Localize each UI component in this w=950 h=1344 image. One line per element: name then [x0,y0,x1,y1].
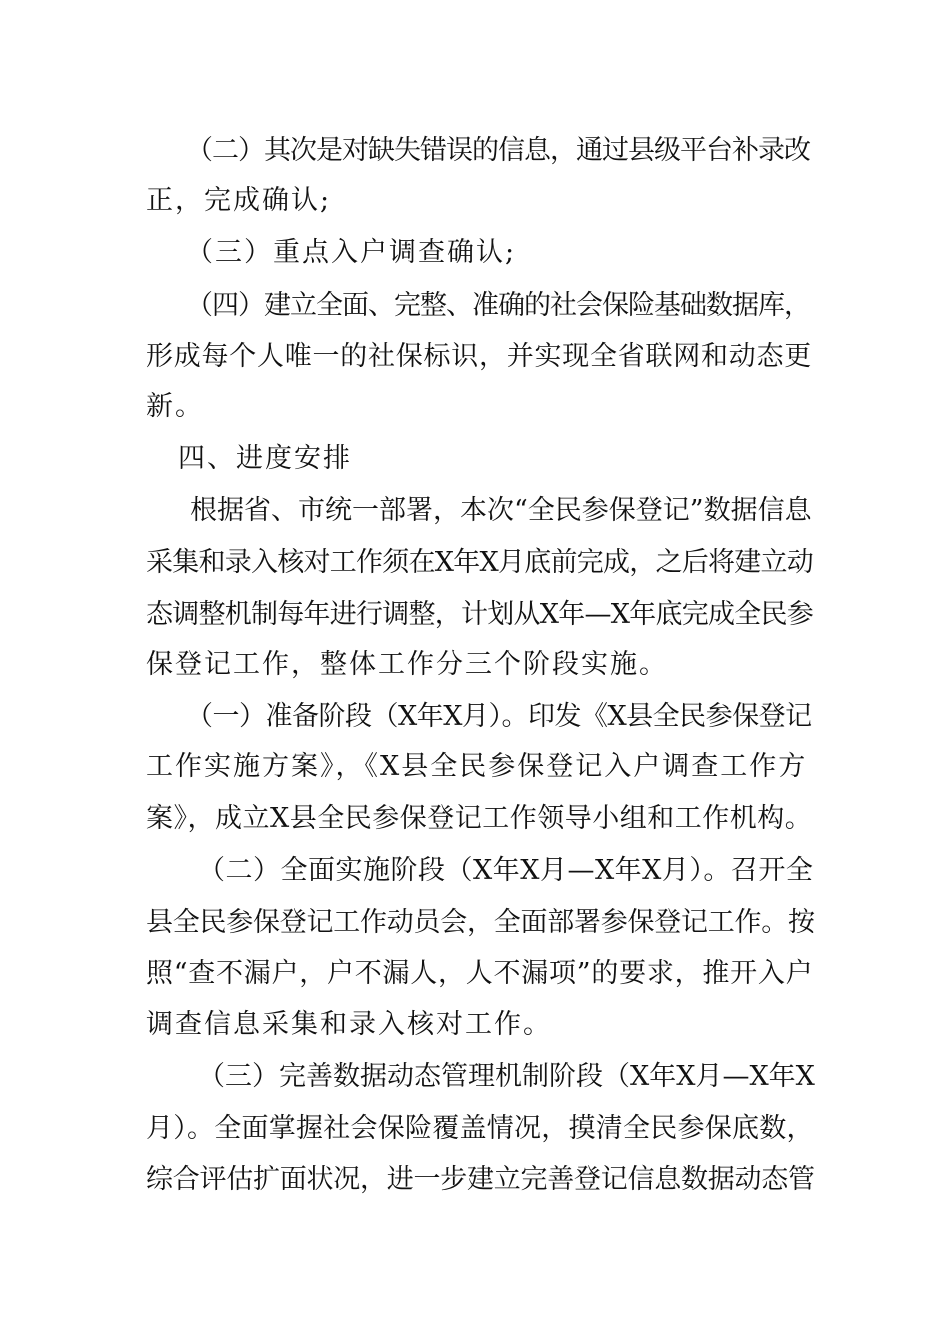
text-line: 根据省、市统一部署，本次“全民参保登记”数据信息 [190,495,812,526]
text-line: 综合评估扩面状况，进一步建立完善登记信息数据动态管 [146,1164,815,1195]
text-line: 照“查不漏户，户不漏人，人不漏项”的要求，推开入户 [146,958,814,989]
text-line: （四）建立全面、完整、准确的社会保险基础数据库， [186,290,810,321]
text-line: 案》，成立X县全民参保登记工作领导小组和工作机构。 [146,803,813,834]
text-line: 月）。全面掌握社会保险覆盖情况，摸清全民参保底数， [146,1113,814,1144]
text-line: 形成每个人唯一的社保标识，并实现全省联网和动态更 [146,341,812,372]
text-line: 采集和录入核对工作须在X年X月底前完成，之后将建立动 [146,547,813,578]
text-line: （二）其次是对缺失错误的信息，通过县级平台补录改 [186,135,810,166]
text-line: 县全民参保登记工作动员会，全面部署参保登记工作。按 [146,907,815,938]
text-line: 正，完成确认; [146,185,332,216]
text-line: 工作实施方案》，《X县全民参保登记入户调查工作方 [146,751,808,782]
text-line: 保登记工作，整体工作分三个阶段实施。 [146,649,668,680]
text-line: （三）完善数据动态管理机制阶段（X年X月—X年X [198,1061,815,1092]
section-heading: 四、进度安排 [178,443,352,474]
text-line: （二）全面实施阶段（X年X月—X年X月）。召开全 [198,855,814,886]
text-line: 新。 [146,391,204,422]
text-line: （三）重点入户调查确认; [186,237,517,268]
text-line: （一）准备阶段（X年X月）。印发《X县全民参保登记 [186,701,812,732]
text-line: 态调整机制每年进行调整，计划从X年—X年底完成全民参 [146,599,813,630]
text-line: 调查信息采集和录入核对工作。 [146,1009,552,1040]
